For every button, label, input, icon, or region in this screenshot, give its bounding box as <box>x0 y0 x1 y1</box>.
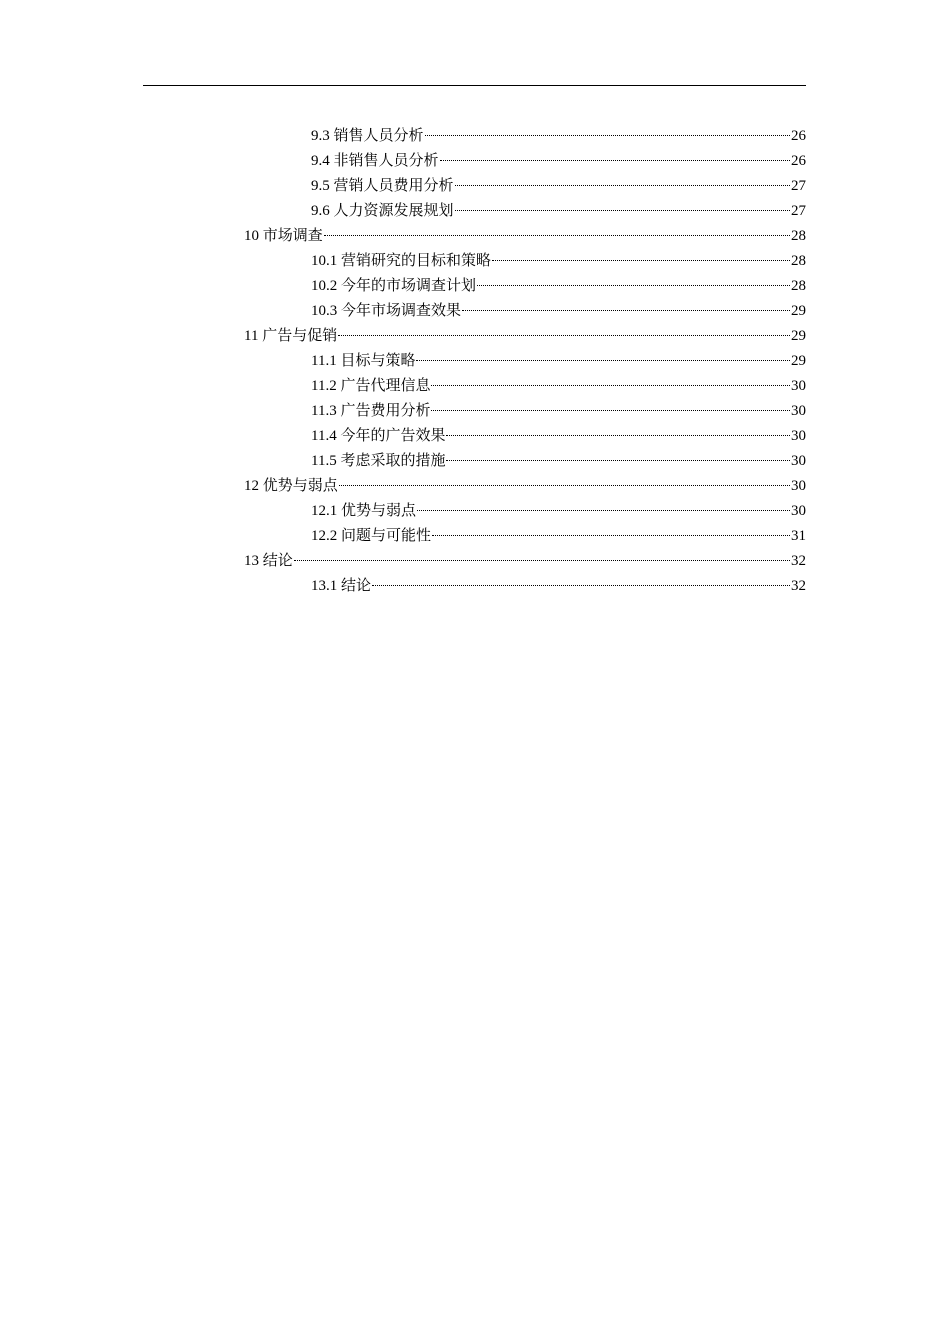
toc-entry[interactable] <box>244 549 806 574</box>
toc-dot-leader <box>431 410 790 411</box>
toc-entry-label: 11.4 今年的广告效果 <box>311 428 446 444</box>
toc-entry-page-number: 30 <box>791 403 806 419</box>
toc-entry[interactable] <box>244 224 806 249</box>
toc-entry-label: 12.2 问题与可能性 <box>311 528 432 544</box>
toc-entry[interactable] <box>244 324 806 349</box>
toc-entry-label: 10 市场调查 <box>244 228 323 244</box>
toc-entry-label: 11.1 目标与策略 <box>311 353 416 369</box>
toc-entry-label: 13 结论 <box>244 553 293 569</box>
toc-entry-page-number: 29 <box>791 353 806 369</box>
toc-entry-label: 12 优势与弱点 <box>244 478 338 494</box>
toc-entry[interactable] <box>311 349 806 374</box>
toc-entry[interactable] <box>311 249 806 274</box>
toc-entry-page-number: 30 <box>791 453 806 469</box>
toc-dot-leader <box>440 160 790 161</box>
toc-entry-page-number: 27 <box>791 203 806 219</box>
toc-entry[interactable] <box>311 449 806 474</box>
toc-entry-page-number: 30 <box>791 378 806 394</box>
toc-entry-label: 11 广告与促销 <box>244 328 338 344</box>
toc-entry-page-number: 26 <box>791 128 806 144</box>
toc-entry-page-number: 30 <box>791 503 806 519</box>
toc-entry[interactable] <box>311 499 806 524</box>
toc-entry-label: 13.1 结论 <box>311 578 372 594</box>
toc-entry-page-number: 28 <box>791 228 806 244</box>
toc-entry-page-number: 32 <box>791 553 806 569</box>
toc-entry-page-number: 27 <box>791 178 806 194</box>
toc-entry[interactable] <box>311 424 806 449</box>
toc-dot-leader <box>455 210 790 211</box>
toc-entry-page-number: 26 <box>791 153 806 169</box>
toc-entry-label: 10.3 今年市场调查效果 <box>311 303 462 319</box>
toc-entry[interactable] <box>311 174 806 199</box>
toc-entry-label: 9.4 非销售人员分析 <box>311 153 439 169</box>
toc-entry-page-number: 30 <box>791 428 806 444</box>
toc-entry-page-number: 29 <box>791 328 806 344</box>
toc-dot-leader <box>324 235 790 236</box>
toc-entry-label: 9.3 销售人员分析 <box>311 128 424 144</box>
toc-entry-page-number: 28 <box>791 278 806 294</box>
toc-entry-page-number: 32 <box>791 578 806 594</box>
toc-dot-leader <box>416 360 790 361</box>
toc-entry[interactable] <box>311 574 806 599</box>
toc-entry-label: 11.5 考虑采取的措施 <box>311 453 446 469</box>
toc-dot-leader <box>492 260 790 261</box>
toc-entry[interactable] <box>311 199 806 224</box>
toc-entry-label: 10.2 今年的市场调查计划 <box>311 278 477 294</box>
toc-dot-leader <box>446 460 790 461</box>
toc-dot-leader <box>372 585 790 586</box>
toc-entry-label: 12.1 优势与弱点 <box>311 503 417 519</box>
toc-entry[interactable] <box>311 524 806 549</box>
toc-entry-label: 11.3 广告费用分析 <box>311 403 431 419</box>
toc-dot-leader <box>455 185 790 186</box>
toc-dot-leader <box>417 510 790 511</box>
toc-dot-leader <box>432 535 790 536</box>
toc-entry-page-number: 28 <box>791 253 806 269</box>
toc-dot-leader <box>339 485 790 486</box>
toc-entry-label: 9.5 营销人员费用分析 <box>311 178 454 194</box>
toc-dot-leader <box>477 285 790 286</box>
toc-dot-leader <box>431 385 790 386</box>
toc-entry[interactable] <box>244 474 806 499</box>
toc-entry-label: 11.2 广告代理信息 <box>311 378 431 394</box>
toc-entry-page-number: 29 <box>791 303 806 319</box>
toc-entry[interactable] <box>311 374 806 399</box>
header-rule <box>143 85 806 86</box>
toc-entry[interactable] <box>311 274 806 299</box>
toc-dot-leader <box>425 135 790 136</box>
toc-entry[interactable] <box>311 149 806 174</box>
toc-entry-page-number: 30 <box>791 478 806 494</box>
toc-dot-leader <box>338 335 790 336</box>
toc-entry[interactable] <box>311 124 806 149</box>
toc-entry-label: 10.1 营销研究的目标和策略 <box>311 253 492 269</box>
toc-entry[interactable] <box>311 299 806 324</box>
toc-dot-leader <box>462 310 790 311</box>
toc-entry-label: 9.6 人力资源发展规划 <box>311 203 454 219</box>
toc-entry-page-number: 31 <box>791 528 806 544</box>
toc-dot-leader <box>294 560 790 561</box>
toc-dot-leader <box>446 435 790 436</box>
toc-entry[interactable] <box>311 399 806 424</box>
